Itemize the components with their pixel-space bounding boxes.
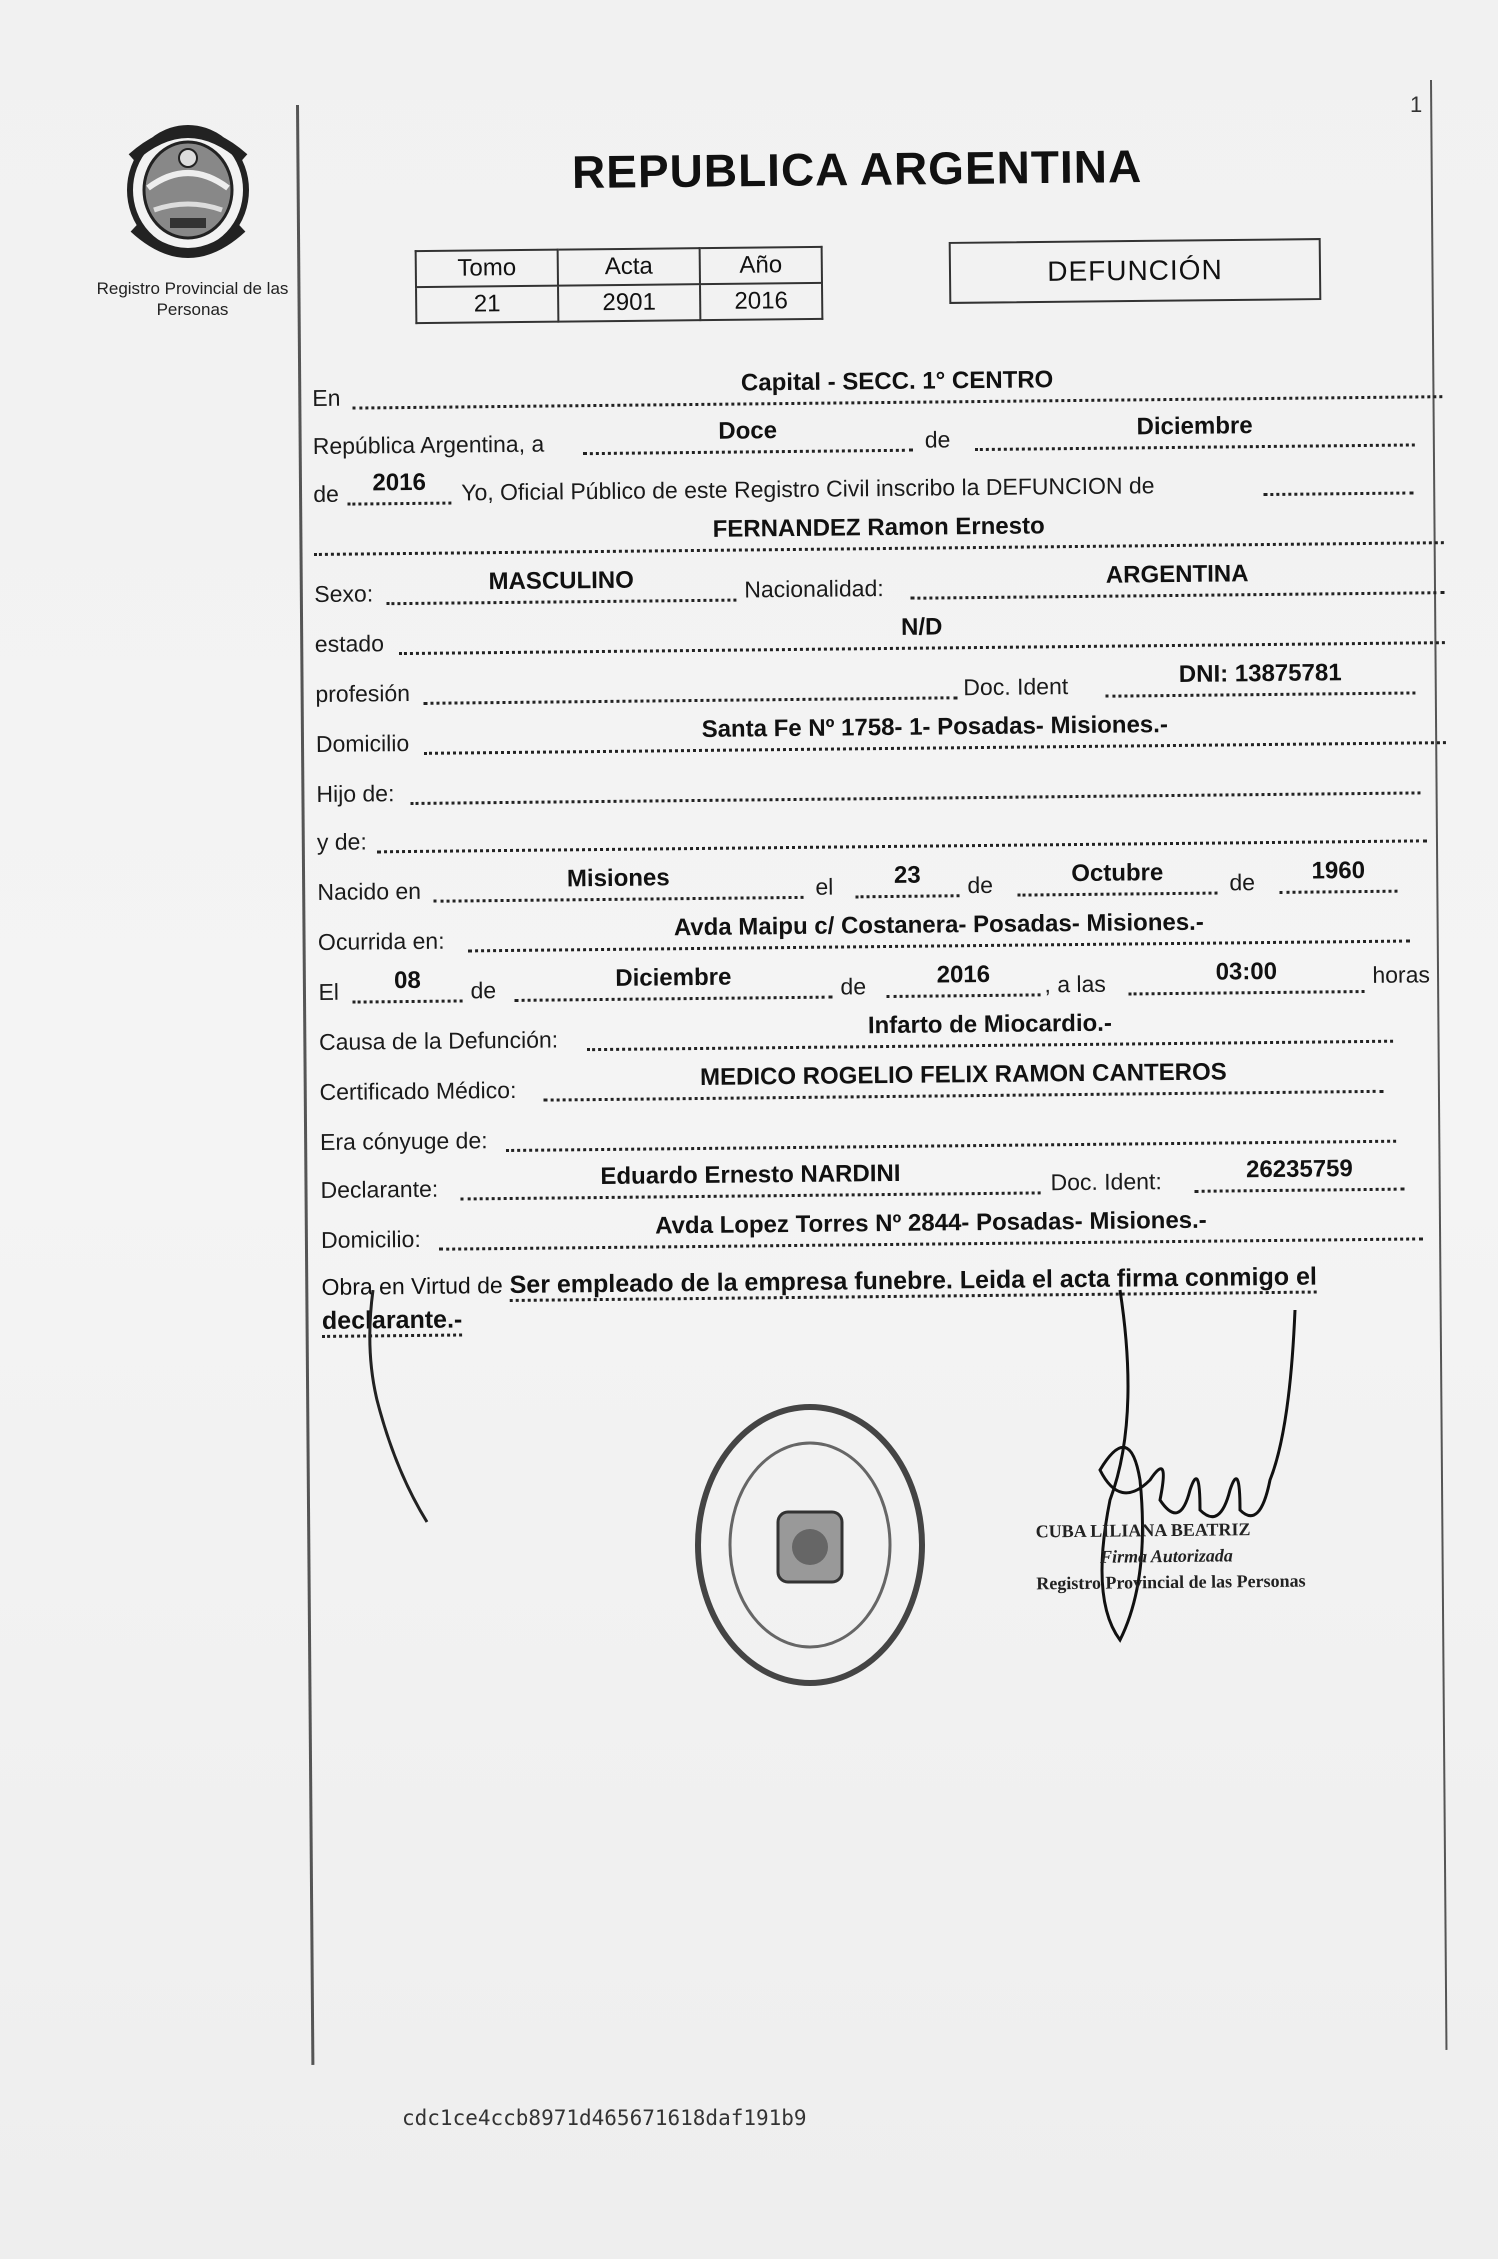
certificado-field: MEDICO ROGELIO FELIX RAMON CANTEROS xyxy=(543,1056,1383,1102)
el-label: el xyxy=(815,873,834,900)
yde-label: y de: xyxy=(316,828,367,855)
page-number: 1 xyxy=(1410,92,1423,117)
death-el-label: El xyxy=(318,978,340,1005)
certificado-label: Certificado Médico: xyxy=(319,1076,517,1105)
birth-year-field: 1960 xyxy=(1279,856,1397,894)
sexo-label: Sexo: xyxy=(314,580,374,607)
republica-label: República Argentina, a xyxy=(312,430,545,459)
row-sexo xyxy=(314,556,1454,608)
row-ocurrida xyxy=(318,904,1458,956)
en-label: En xyxy=(312,384,341,411)
domicilio-label: Domicilio xyxy=(315,730,410,757)
row-en xyxy=(312,360,1452,412)
decl-doc-label: Doc. Ident: xyxy=(1050,1168,1162,1196)
obra-label: Obra en Virtud de xyxy=(321,1272,503,1300)
sexo-field: MASCULINO xyxy=(386,565,736,606)
nacido-field: Misiones xyxy=(433,862,803,903)
profesion-label: profesión xyxy=(315,679,411,707)
de-label: de xyxy=(924,426,951,453)
year-field: 2016 xyxy=(347,468,451,506)
record-type-box: DEFUNCIÓN xyxy=(949,238,1322,304)
row-domicilio xyxy=(316,706,1456,758)
document-title: REPUBLICA ARGENTINA xyxy=(571,140,1143,198)
birth-de1-label: de xyxy=(967,871,994,899)
hijo-label: Hijo de: xyxy=(316,780,395,807)
acta-label: Acta xyxy=(558,248,700,285)
declarante-label: Declarante: xyxy=(320,1175,439,1203)
row-nacido xyxy=(317,854,1457,906)
death-de1-label: de xyxy=(470,977,497,1004)
yde-field xyxy=(377,805,1427,853)
birth-day-field: 23 xyxy=(855,860,959,898)
row-profesion xyxy=(315,656,1455,708)
alas-label: , a las xyxy=(1044,970,1106,998)
handwritten-signature-icon xyxy=(1080,1280,1320,1660)
decl-domicilio-label: Domicilio: xyxy=(320,1225,421,1253)
yo-text: Yo, Oficial Público de este Registro Civil inscribo la DEFUNCION de xyxy=(461,472,1155,506)
row-estado xyxy=(315,606,1455,658)
causa-field: Infarto de Miocardio.- xyxy=(587,1006,1393,1051)
signature-caption xyxy=(1036,1516,1306,1597)
death-month-field: Diciembre xyxy=(514,962,832,1002)
birth-month-field: Octubre xyxy=(1017,858,1217,897)
profesion-field xyxy=(423,662,957,705)
death-record-form xyxy=(312,360,1442,1335)
causa-label: Causa de la Defunción: xyxy=(318,1026,559,1055)
hijo-field xyxy=(410,757,1420,805)
reference-table xyxy=(415,246,824,324)
decl-domicilio-field: Avda Lopez Torres Nº 2844- Posadas- Misiones.- xyxy=(439,1203,1423,1250)
row-conyuge xyxy=(320,1104,1460,1156)
anio-label: Año xyxy=(700,247,822,284)
margin-pen-stroke-icon xyxy=(355,1290,455,1530)
provincia-de-misiones-crest-icon xyxy=(118,118,258,268)
row-yde xyxy=(317,804,1457,856)
document-hash: cdc1ce4ccb8971d465671618daf191b9 xyxy=(402,2106,807,2130)
anio-value: 2016 xyxy=(700,283,822,320)
ocurrida-label: Ocurrida en: xyxy=(317,927,445,955)
row-hijo xyxy=(316,756,1456,808)
signer-name: CUBA LILIANA BEATRIZ xyxy=(1035,1519,1251,1542)
row-declarante xyxy=(320,1152,1460,1204)
decl-doc-field: 26235759 xyxy=(1194,1154,1404,1193)
doc-ident-field: DNI: 13875781 xyxy=(1105,657,1415,697)
month-field: Diciembre xyxy=(974,409,1414,451)
horas-label: horas xyxy=(1372,961,1431,988)
row-year xyxy=(313,456,1453,508)
declarante-field: Eduardo Ernesto NARDINI xyxy=(460,1157,1040,1200)
tomo-value: 21 xyxy=(416,286,558,323)
deceased-name-field: FERNANDEZ Ramon Ernesto xyxy=(314,507,1444,556)
tomo-label: Tomo xyxy=(416,250,558,287)
conyuge-label: Era cónyuge de: xyxy=(319,1127,488,1155)
yo-trailing-field xyxy=(1263,457,1413,496)
signer-role: Firma Autorizada xyxy=(1099,1545,1233,1567)
death-de2-label: de xyxy=(840,973,867,1000)
conyuge-field xyxy=(506,1106,1396,1152)
row-name xyxy=(314,506,1454,558)
birth-de2-label: de xyxy=(1229,869,1256,896)
estado-field: N/D xyxy=(399,607,1445,655)
nacido-label: Nacido en xyxy=(317,877,422,905)
registry-digital-seal-icon xyxy=(690,1400,930,1690)
ocurrida-field: Avda Maipu c/ Costanera- Posadas- Misiones.- xyxy=(468,906,1410,953)
row-certificado xyxy=(319,1054,1459,1106)
row-causa xyxy=(319,1004,1459,1056)
obra-field: Ser empleado de la empresa funebre. Leida el acta firma conmigo el declarante.- xyxy=(322,1263,1317,1338)
nacionalidad-field: ARGENTINA xyxy=(910,557,1444,600)
acta-value: 2901 xyxy=(558,284,700,321)
death-time-field: 03:00 xyxy=(1128,956,1364,995)
en-field: Capital - SECC. 1° CENTRO xyxy=(352,361,1442,409)
doc-ident-label: Doc. Ident xyxy=(963,673,1069,701)
signer-org: Registro Provincial de las Personas xyxy=(1036,1570,1306,1594)
death-year-field: 2016 xyxy=(886,959,1040,998)
day-field: Doce xyxy=(582,415,912,455)
estado-label: estado xyxy=(314,630,385,657)
registry-name: Registro Provincial de las Personas xyxy=(96,279,289,319)
row-date xyxy=(313,408,1453,460)
nacionalidad-label: Nacionalidad: xyxy=(744,575,884,603)
death-day-field: 08 xyxy=(352,965,462,1003)
domicilio-field: Santa Fe Nº 1758- 1- Posadas- Misiones.- xyxy=(424,707,1446,755)
year-prefix-label: de xyxy=(313,480,340,507)
row-decl-domicilio xyxy=(321,1202,1461,1254)
row-death-date xyxy=(318,954,1458,1006)
